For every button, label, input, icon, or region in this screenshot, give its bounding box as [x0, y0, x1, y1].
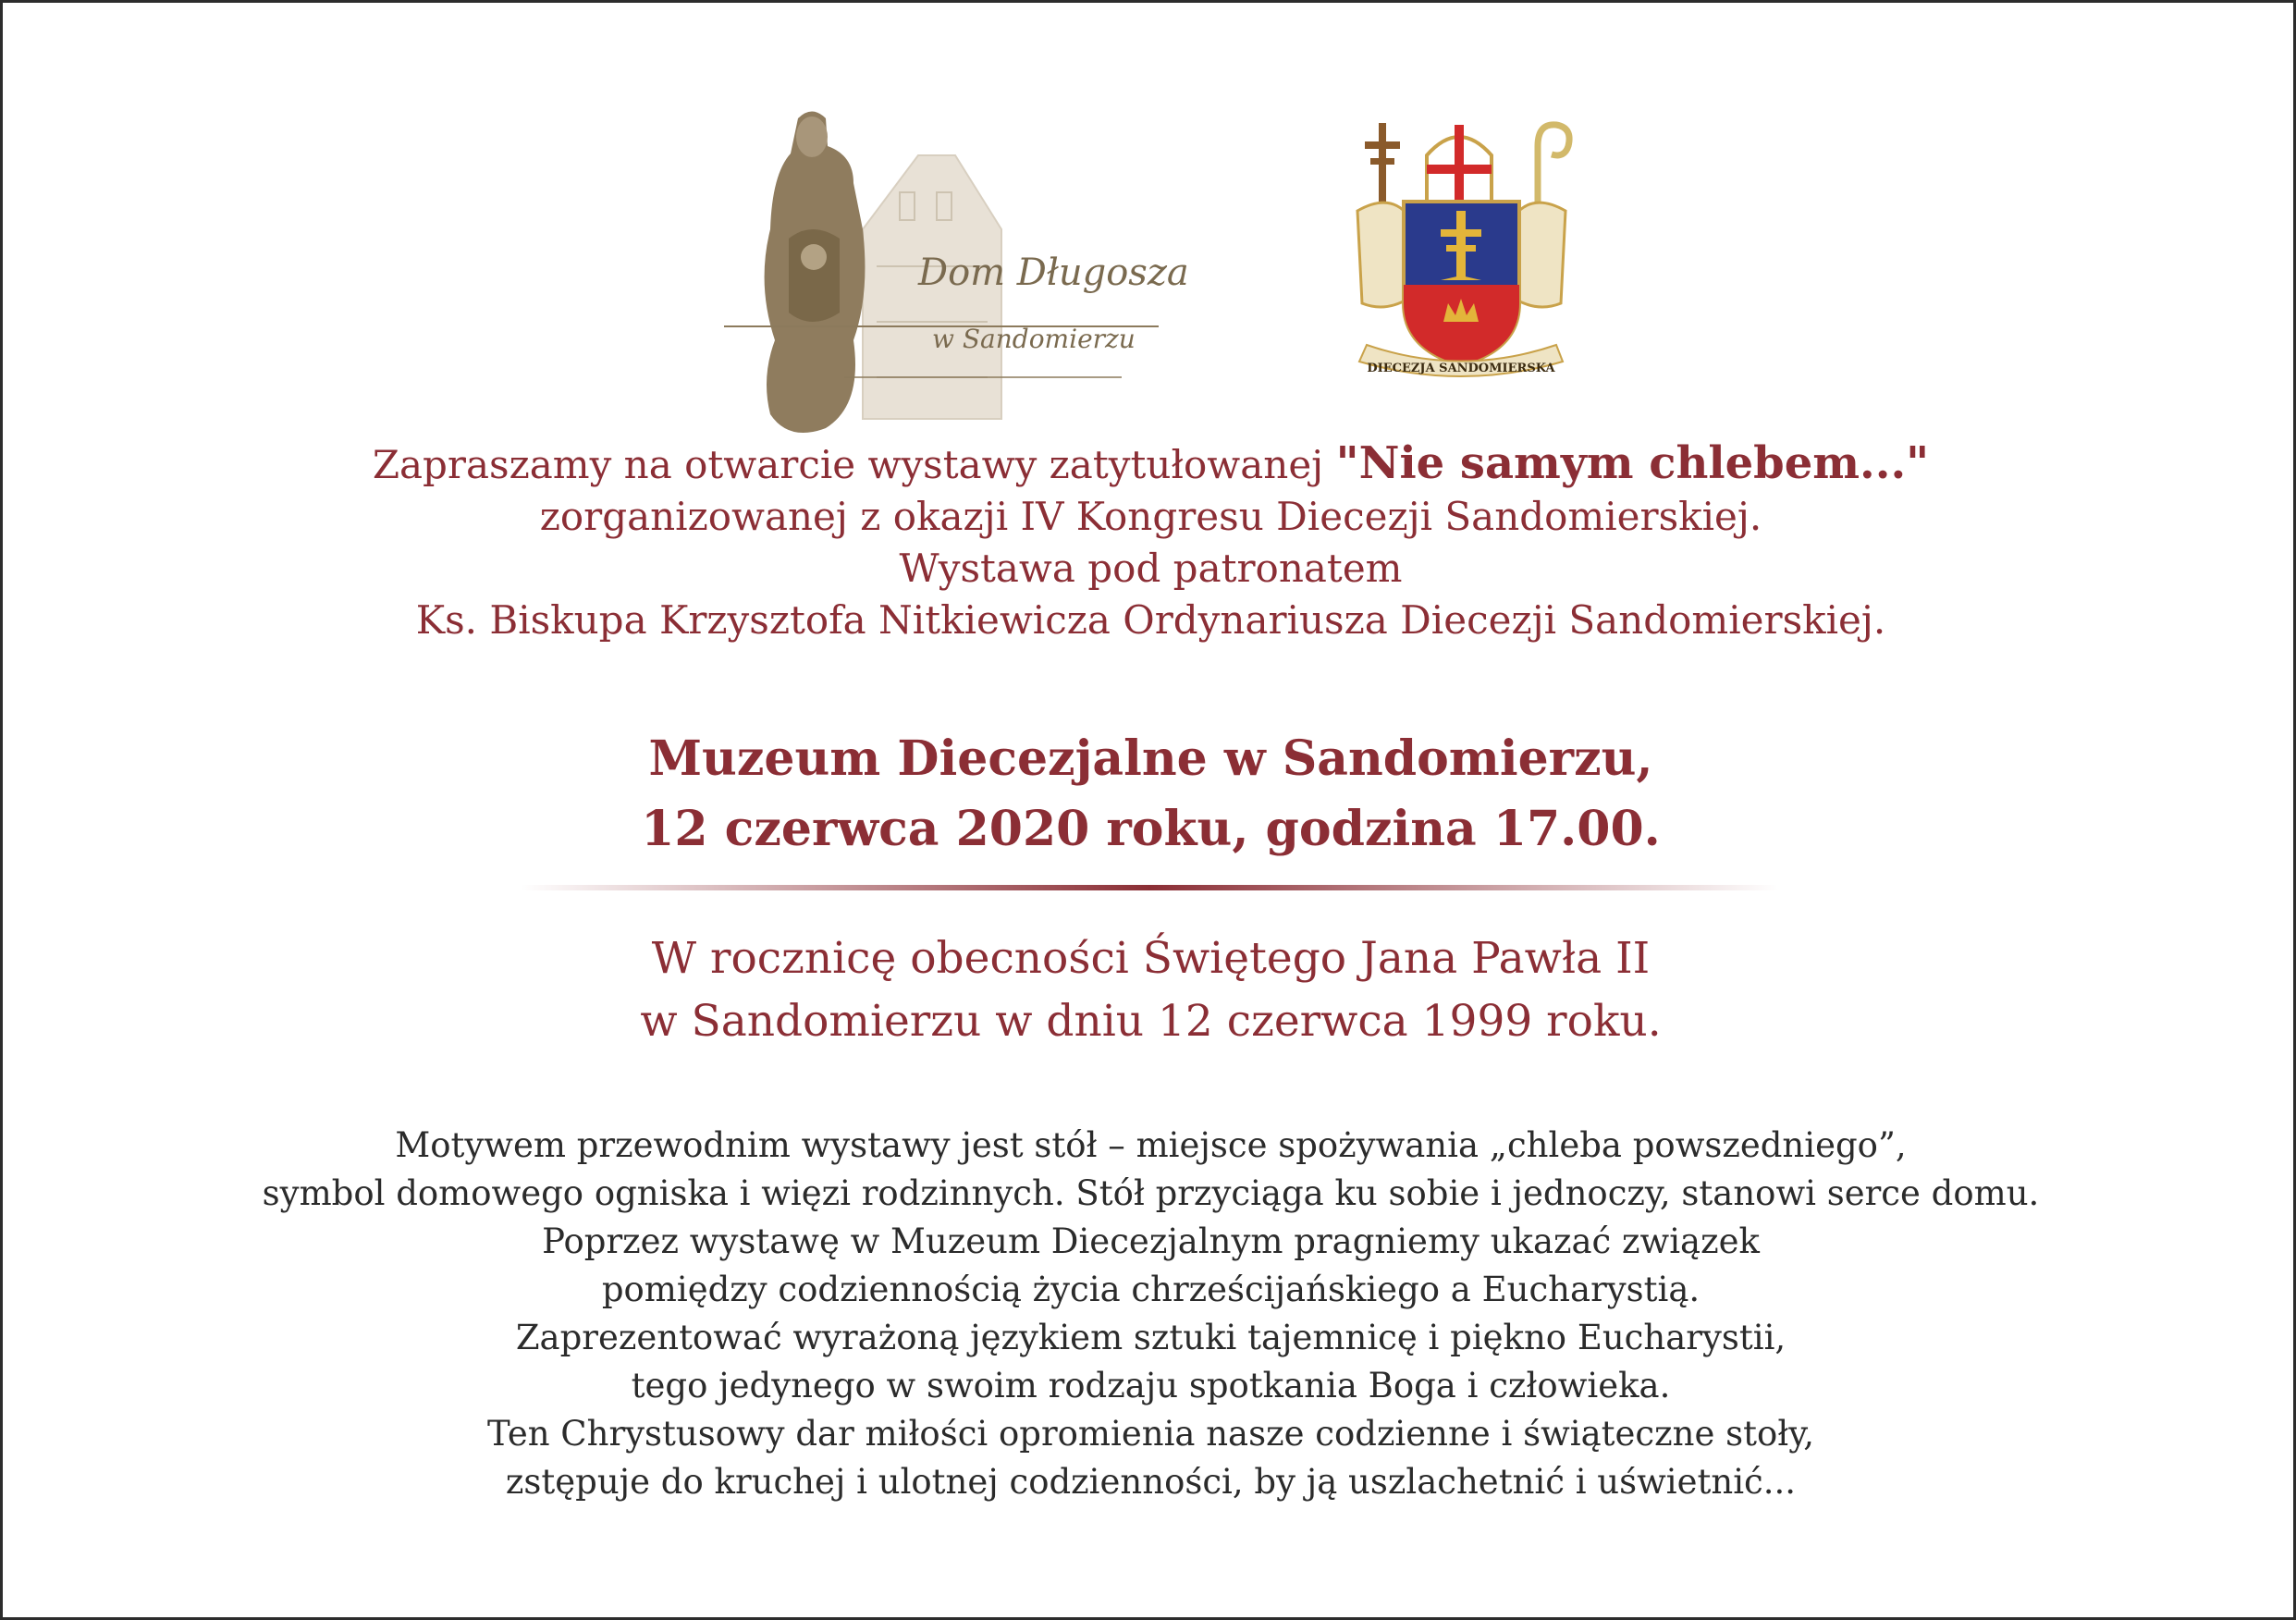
dom-dlugosza-logo — [724, 100, 1223, 451]
invitation-line-4: Ks. Biskupa Krzysztofa Nitkiewicza Ordynariusza Diecezji Sandomierskiej. — [415, 597, 1886, 643]
date-line: 12 czerwca 2020 roku, godzina 17.00. — [641, 801, 1661, 857]
anniversary-text — [3, 927, 2296, 1053]
description-line: Motywem przewodnim wystawy jest stół – miejsce spożywania „chleba powszedniego”, — [395, 1125, 1907, 1165]
description-line: zstępuje do kruchej i ulotnej codzienności, by ją uszlachetnić i uświetnić... — [505, 1462, 1797, 1502]
description-line: pomiędzy codziennością życia chrześcijańskiego a Eucharystią. — [601, 1270, 1701, 1309]
description-line: Ten Chrystusowy dar miłości opromienia nasze codzienne i świąteczne stoły, — [487, 1414, 1814, 1454]
invitation-text — [3, 437, 2296, 646]
description-line: Zaprezentować wyrażoną językiem sztuki tajemnicę i piękno Eucharystii, — [515, 1318, 1786, 1357]
description-line: symbol domowego ogniska i więzi rodzinnych. Stół przyciąga ku sobie i jednoczy, stanowi serce domu. — [262, 1173, 2040, 1213]
venue-and-date — [3, 724, 2296, 865]
coat-of-arms-icon — [1348, 114, 1575, 382]
venue-line: Muzeum Diecezjalne w Sandomierzu, — [648, 730, 1653, 787]
exhibition-description — [3, 1122, 2296, 1506]
invitation-line-3: Wystawa pod patronatem — [899, 546, 1403, 591]
description-line: Poprzez wystawę w Muzeum Diecezjalnym pragniemy ukazać związek — [542, 1221, 1760, 1261]
exhibit-title: "Nie samym chlebem..." — [1335, 437, 1930, 489]
invitation-prefix: Zapraszamy na otwarcie wystawy zatytułowanej — [372, 442, 1336, 487]
anniversary-line-1: W rocznicę obecności Świętego Jana Pawła II — [651, 933, 1651, 984]
svg-text:DIECEZJA SANDOMIERSKA: DIECEZJA SANDOMIERSKA — [1367, 362, 1555, 375]
divider-line — [521, 885, 1778, 890]
svg-text:w Sandomierzu: w Sandomierzu — [932, 324, 1136, 354]
invitation-line-1 — [3, 437, 2296, 491]
diocese-coat-of-arms-logo — [1348, 114, 1575, 382]
description-line: tego jedynego w swoim rodzaju spotkania Boga i człowieka. — [631, 1366, 1671, 1405]
svg-text:Dom Długosza: Dom Długosza — [918, 252, 1189, 294]
dom-dlugosza-logo-icon — [724, 100, 1223, 451]
invitation-line-2: zorganizowanej z okazji IV Kongresu Diecezji Sandomierskiej. — [539, 494, 1762, 539]
anniversary-line-2: w Sandomierzu w dniu 12 czerwca 1999 roku. — [640, 996, 1662, 1047]
